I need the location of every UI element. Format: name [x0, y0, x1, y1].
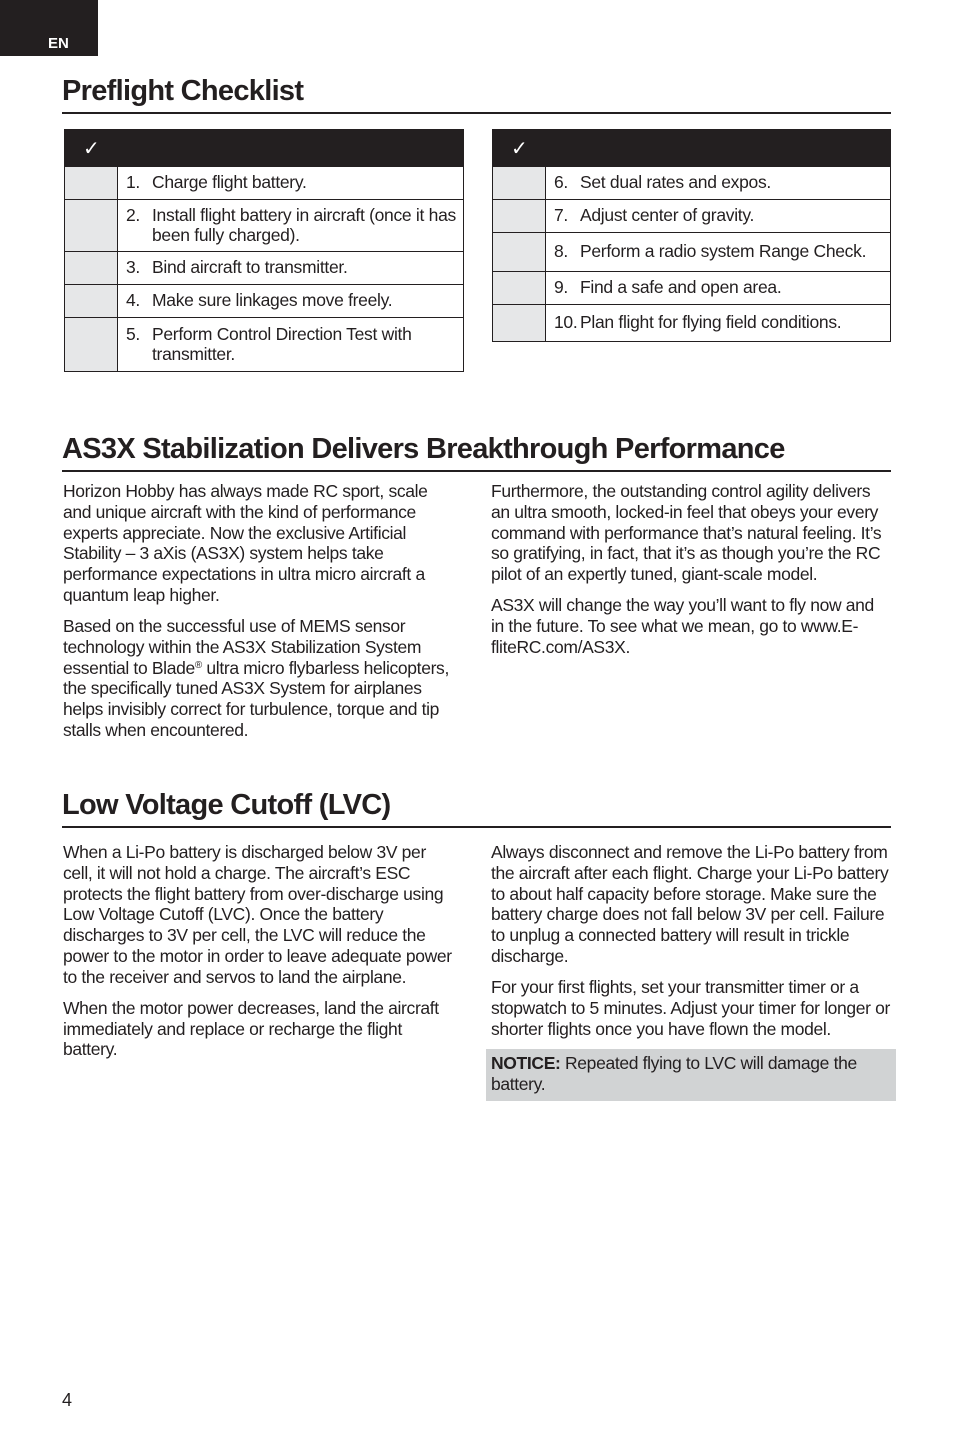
item-text: Adjust center of gravity. — [580, 205, 755, 226]
checkbox[interactable] — [493, 272, 546, 305]
as3x-paragraph: Furthermore, the outstanding control agility delivers an ultra smooth, locked-in feel that obeys your every command with performance that’s natural feeling. It’s so gratifying, in fact, that it’s as though you’re the RC pilot of an expertly tuned, giant-scale model. — [491, 481, 882, 585]
checklist-row — [493, 233, 891, 272]
item-number: 7. — [554, 205, 568, 226]
item-number: 2. — [126, 204, 140, 225]
item-number: 6. — [554, 172, 568, 193]
item-number: 8. — [554, 241, 568, 262]
checkbox[interactable] — [493, 167, 546, 200]
item-text: Charge flight battery. — [152, 172, 307, 193]
checkbox[interactable] — [65, 285, 118, 318]
as3x-column-left — [63, 481, 455, 751]
item-text: Install flight battery in aircraft (once it has been fully charged). — [152, 204, 456, 245]
as3x-column-right — [491, 481, 883, 668]
as3x-paragraph: Horizon Hobby has always made RC sport, scale and unique aircraft with the kind of performance experts appreciate. Now the exclusive Artificial Stability – 3 aXis (AS3X) system helps take performance expectations in ultra micro aircraft a quantum leap higher. — [63, 481, 428, 606]
notice-text: Repeated flying to LVC will damage the battery. — [491, 1053, 857, 1095]
checkbox[interactable] — [65, 167, 118, 200]
checklist-row — [493, 167, 891, 200]
lvc-title: Low Voltage Cutoff (LVC) — [62, 790, 891, 828]
checkmark-icon: ✓ — [511, 137, 528, 160]
item-text: Make sure linkages move freely. — [152, 290, 393, 311]
lvc-column-left — [63, 842, 455, 1070]
item-text: Perform Control Direction Test with transmitter. — [152, 323, 412, 364]
checklist-row — [493, 305, 891, 342]
checkbox[interactable] — [493, 233, 546, 272]
checklist-row — [65, 285, 464, 318]
item-text: Perform a radio system Range Check. — [580, 241, 867, 262]
checklist-row — [65, 252, 464, 285]
lvc-paragraph: For your first flights, set your transmitter timer or a stopwatch to 5 minutes. Adjust your timer for longer or shorter flights once you have flown the model. — [491, 976, 890, 1039]
checklist-table-right — [492, 129, 891, 342]
item-number: 5. — [126, 323, 140, 344]
checklist-header-right — [493, 130, 891, 167]
checkbox[interactable] — [493, 305, 546, 342]
language-tab — [0, 0, 98, 56]
item-number: 9. — [554, 277, 568, 298]
checklist-row — [493, 272, 891, 305]
checkbox[interactable] — [65, 200, 118, 252]
item-text: Plan flight for flying field conditions. — [580, 312, 842, 333]
lvc-paragraph: Always disconnect and remove the Li-Po battery from the aircraft after each flight. Charge your Li-Po battery to about half capacity before storage. Make sure the battery charge does not fall below 3V per cell. Failure to unplug a connected battery will result in trickle discharge. — [491, 842, 889, 967]
checkbox[interactable] — [493, 200, 546, 233]
checklist-row — [65, 200, 464, 252]
item-number: 1. — [126, 172, 140, 193]
registered-mark: ® — [194, 659, 202, 671]
preflight-title: Preflight Checklist — [62, 76, 891, 114]
checkbox[interactable] — [65, 318, 118, 372]
item-number: 3. — [126, 257, 140, 278]
notice-label: NOTICE: — [491, 1053, 561, 1074]
lvc-column-right — [491, 842, 891, 1101]
lvc-paragraph: When a Li-Po battery is discharged below 3V per cell, it will not hold a charge. The aircraft’s ESC protects the flight battery from over-discharge using Low Voltage Cutoff (LVC). Once the battery discharges to 3V per cell, the LVC will reduce the power to the motor in order to leave adequate power to the receiver and servos to land the airplane. — [63, 842, 452, 987]
checklist-row — [65, 167, 464, 200]
as3x-paragraph: Based on the successful use of MEMS sensor technology within the AS3X Stabilization System essential to Blade® ultra micro flybarless helicopters, the specifically tuned AS3X System for airplanes helps invisibly correct for turbulence, torque and tip stalls when encountered. — [63, 615, 449, 740]
language-label: EN — [48, 35, 69, 52]
checklist-row — [65, 318, 464, 372]
checklist-header-left — [65, 130, 464, 167]
item-text: Bind aircraft to transmitter. — [152, 257, 348, 278]
item-text: Find a safe and open area. — [580, 277, 782, 298]
notice-box — [486, 1049, 896, 1101]
checklist-table-left — [64, 129, 464, 372]
lvc-paragraph: When the motor power decreases, land the aircraft immediately and replace or recharge the flight battery. — [63, 997, 439, 1060]
checkmark-icon: ✓ — [83, 137, 100, 160]
checklist-row — [493, 200, 891, 233]
item-number: 4. — [126, 290, 140, 311]
item-text: Set dual rates and expos. — [580, 172, 771, 193]
as3x-paragraph: AS3X will change the way you’ll want to fly now and in the future. To see what we mean, go to www.E-fliteRC.com/AS3X. — [491, 595, 874, 657]
as3x-title: AS3X Stabilization Delivers Breakthrough Performance — [62, 434, 891, 472]
item-number: 10. — [554, 312, 578, 333]
checkbox[interactable] — [65, 252, 118, 285]
page-number: 4 — [62, 1390, 73, 1410]
